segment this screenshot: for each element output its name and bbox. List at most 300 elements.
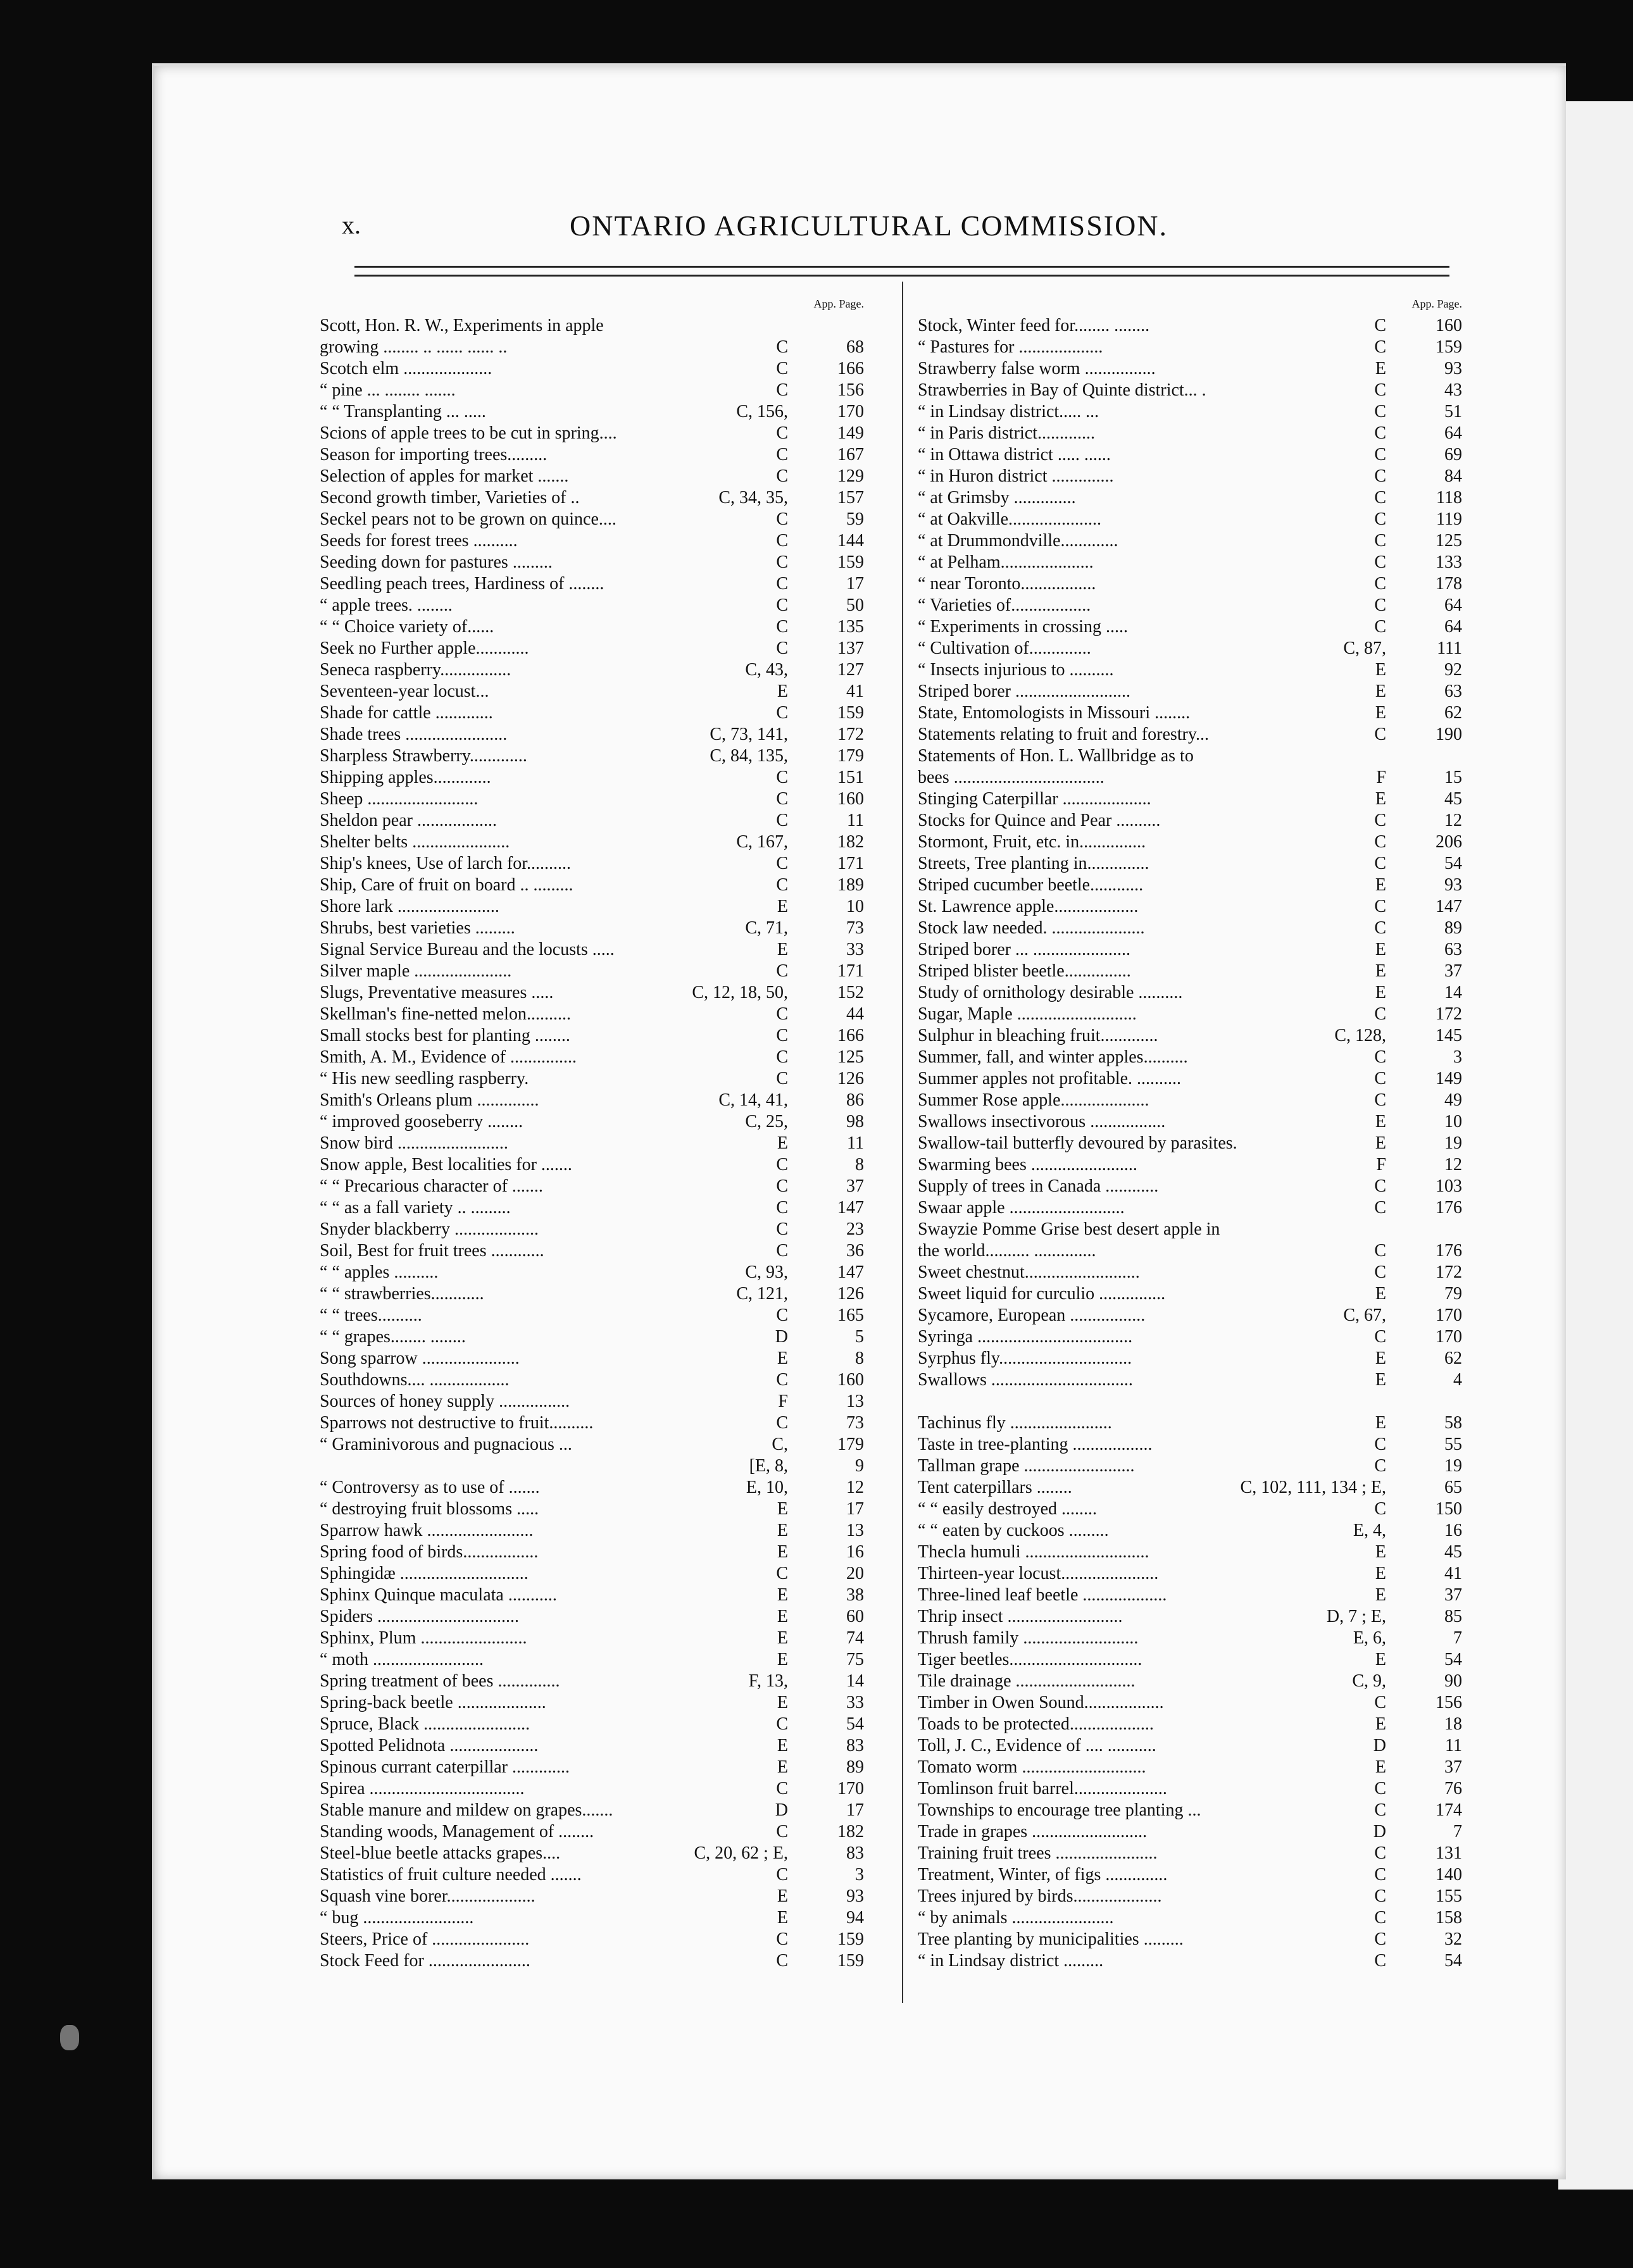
entry-appendix: E — [1375, 1370, 1386, 1390]
entry-appendix: D — [1373, 1736, 1386, 1755]
entry-page: 37 — [1444, 961, 1462, 981]
entry-appendix: C — [1374, 445, 1386, 464]
page-folio: x. — [342, 211, 361, 239]
entry-text: Spotted Pelidnota .................... — [320, 1736, 539, 1755]
entry-text: “ Varieties of.................. — [918, 595, 1091, 615]
entry-text: “ in Huron district .............. — [918, 466, 1114, 486]
index-entry — [918, 1262, 1462, 1283]
index-entry — [320, 315, 864, 337]
entry-appendix: C — [776, 337, 788, 357]
index-entry — [320, 1950, 864, 1972]
index-entry — [918, 1477, 1462, 1498]
entry-text: Thrip insect .......................... — [918, 1607, 1123, 1626]
entry-page: 137 — [837, 639, 864, 658]
entry-appendix: C, — [772, 1435, 788, 1454]
entry-page: 33 — [846, 940, 864, 959]
index-entry — [918, 466, 1462, 487]
entry-text: Season for importing trees......... — [320, 445, 547, 464]
index-entry — [918, 1369, 1462, 1391]
entry-text: Ship, Care of fruit on board .. ......... — [320, 875, 573, 895]
entry-page: 126 — [837, 1069, 864, 1088]
index-entry — [918, 1563, 1462, 1585]
entry-text: “ in Ottawa district ..... ...... — [918, 445, 1111, 464]
entry-page: 165 — [837, 1305, 864, 1325]
entry-appendix: E — [1375, 682, 1386, 701]
entry-appendix: C — [1374, 854, 1386, 873]
index-entry — [320, 358, 864, 380]
entry-page: 63 — [1444, 940, 1462, 959]
entry-text: Syrphus fly.............................. — [918, 1349, 1132, 1368]
entry-appendix: C — [776, 1219, 788, 1239]
index-entry — [320, 1821, 864, 1843]
entry-appendix: D, 7 ; E, — [1326, 1607, 1386, 1626]
index-entry — [320, 1843, 864, 1864]
running-title: ONTARIO AGRICULTURAL COMMISSION. — [570, 209, 1168, 242]
index-entry — [918, 380, 1462, 401]
column-header — [918, 297, 1462, 315]
entry-text: Squash vine borer.................... — [320, 1886, 535, 1906]
index-entry — [320, 681, 864, 702]
entry-text: Trade in grapes .......................... — [918, 1822, 1148, 1841]
entry-page: 58 — [1444, 1413, 1462, 1433]
index-entry — [320, 1111, 864, 1133]
entry-text: Stinging Caterpillar .................... — [918, 789, 1151, 809]
entry-page: 59 — [846, 509, 864, 529]
entry-text: Snyder blackberry ................... — [320, 1219, 539, 1239]
entry-page: 51 — [1444, 402, 1462, 421]
index-entry — [918, 875, 1462, 896]
entry-page: 159 — [837, 552, 864, 572]
index-entry — [320, 875, 864, 896]
entry-text: State, Entomologists in Missouri ........ — [918, 703, 1191, 723]
entry-page: 62 — [1444, 703, 1462, 723]
entry-appendix: C — [1374, 897, 1386, 916]
entry-text: “ Cultivation of.............. — [918, 639, 1091, 658]
running-head — [342, 190, 1329, 247]
entry-text: Thrush family .......................... — [918, 1628, 1139, 1648]
index-entry — [918, 595, 1462, 616]
entry-page: 94 — [846, 1908, 864, 1928]
entry-appendix: C — [1374, 488, 1386, 508]
entry-text: Statements relating to fruit and forestry... — [918, 725, 1210, 744]
entry-page: 182 — [837, 1822, 864, 1841]
entry-page: 178 — [1436, 574, 1462, 594]
entry-text: Striped borer ... ...................... — [918, 940, 1130, 959]
entry-text: “ Pastures for ................... — [918, 337, 1103, 357]
entry-appendix: C — [776, 1413, 788, 1433]
entry-page: 54 — [1444, 1650, 1462, 1669]
entry-appendix: E — [1375, 703, 1386, 723]
index-entry — [320, 1025, 864, 1047]
entry-page: 172 — [1436, 1262, 1462, 1282]
index-entry — [320, 401, 864, 423]
index-entry — [320, 444, 864, 466]
entry-appendix: C — [776, 617, 788, 637]
index-entry — [918, 1585, 1462, 1606]
entry-page: 9 — [855, 1456, 864, 1476]
index-entry — [918, 982, 1462, 1004]
entry-text: growing ........ .. ...... ...... .. — [320, 337, 508, 357]
entry-text: “ in Lindsay district ......... — [918, 1951, 1104, 1971]
index-column-right — [918, 297, 1462, 2019]
entry-page: 140 — [1436, 1865, 1462, 1885]
entry-text: “ “ as a fall variety .. ......... — [320, 1198, 511, 1218]
index-entry — [320, 1068, 864, 1090]
entry-appendix: C — [1374, 466, 1386, 486]
index-entry — [320, 1154, 864, 1176]
header-rule-bottom — [354, 275, 1449, 277]
entry-page: 64 — [1444, 617, 1462, 637]
entry-appendix: C, 128, — [1334, 1026, 1386, 1045]
entry-page: 125 — [1436, 531, 1462, 551]
entry-appendix: C — [776, 466, 788, 486]
index-entry — [320, 982, 864, 1004]
entry-text: bees .................................. — [918, 768, 1104, 787]
entry-text: Seedling peach trees, Hardiness of ........ — [320, 574, 604, 594]
entry-text: Taste in tree-planting .................. — [918, 1435, 1153, 1454]
entry-page: 131 — [1436, 1843, 1462, 1863]
index-entry — [320, 552, 864, 573]
index-entry — [320, 788, 864, 810]
entry-text: Thirteen-year locust...................... — [918, 1564, 1159, 1583]
entry-page: 68 — [846, 337, 864, 357]
entry-page: 44 — [846, 1004, 864, 1024]
entry-appendix: E, 6, — [1353, 1628, 1386, 1648]
index-entry — [320, 1219, 864, 1240]
index-entry — [918, 1434, 1462, 1455]
entry-page: 145 — [1436, 1026, 1462, 1045]
entry-text: “ “ apples .......... — [320, 1262, 439, 1282]
entry-page: 160 — [837, 789, 864, 809]
index-entry — [918, 1649, 1462, 1671]
entry-text: Spring treatment of bees .............. — [320, 1671, 560, 1691]
entry-page: 12 — [1444, 1155, 1462, 1174]
index-entry — [320, 832, 864, 853]
entry-appendix: C — [776, 875, 788, 895]
entry-text: “ in Paris district............. — [918, 423, 1095, 443]
entry-appendix: [E, 8, — [749, 1456, 788, 1476]
entry-appendix: C — [776, 531, 788, 551]
entry-appendix: E — [777, 1585, 788, 1605]
entry-text: Swallow-tail butterfly devoured by parasites. — [918, 1133, 1237, 1153]
index-entry — [918, 530, 1462, 552]
index-entry — [320, 1176, 864, 1197]
entry-appendix: E — [1375, 1542, 1386, 1562]
index-entry — [918, 552, 1462, 573]
entry-page: 43 — [1444, 380, 1462, 400]
entry-text: “ Experiments in crossing ..... — [918, 617, 1129, 637]
entry-text: Stocks for Quince and Pear .......... — [918, 811, 1161, 830]
index-entry — [918, 918, 1462, 939]
index-entry — [918, 724, 1462, 745]
entry-text: “ in Lindsay district..... ... — [918, 402, 1099, 421]
entry-text: Strawberry false worm ................ — [918, 359, 1156, 378]
entry-text: Toads to be protected................... — [918, 1714, 1154, 1734]
index-entry — [320, 724, 864, 745]
index-entry — [918, 638, 1462, 659]
entry-appendix: E — [1375, 983, 1386, 1002]
entry-appendix: C — [1374, 531, 1386, 551]
index-entry — [320, 573, 864, 595]
entry-text: Striped borer .......................... — [918, 682, 1130, 701]
entry-appendix: C — [776, 961, 788, 981]
index-entry — [320, 1628, 864, 1649]
index-entry — [918, 1090, 1462, 1111]
entry-page: 11 — [847, 811, 864, 830]
index-entry — [918, 444, 1462, 466]
index-entry — [918, 1004, 1462, 1025]
entry-text: Training fruit trees ....................... — [918, 1843, 1158, 1863]
entry-text: “ Controversy as to use of ....... — [320, 1478, 540, 1497]
index-entry — [918, 767, 1462, 788]
entry-text: Snow bird ......................... — [320, 1133, 508, 1153]
entry-text: Swaar apple .......................... — [918, 1198, 1125, 1218]
entry-text: Statistics of fruit culture needed ....... — [320, 1865, 582, 1885]
entry-appendix: E — [1375, 1585, 1386, 1605]
index-entry — [320, 595, 864, 616]
entry-appendix: C — [1374, 337, 1386, 357]
entry-text: Sphinx, Plum ........................ — [320, 1628, 527, 1648]
entry-text: Tachinus fly ....................... — [918, 1413, 1112, 1433]
entry-page: 133 — [1436, 552, 1462, 572]
entry-appendix: C — [1374, 1327, 1386, 1347]
entry-page: 86 — [846, 1090, 864, 1110]
entry-appendix: C, 12, 18, 50, — [692, 983, 788, 1002]
entry-page: 55 — [1444, 1435, 1462, 1454]
index-entry — [320, 1283, 864, 1305]
entry-page: 45 — [1444, 789, 1462, 809]
index-entry — [918, 616, 1462, 638]
entry-text: Shelter belts ...................... — [320, 832, 510, 852]
entry-appendix: D — [1373, 1822, 1386, 1841]
entry-page: 172 — [837, 725, 864, 744]
index-entry — [320, 1047, 864, 1068]
entry-appendix: E — [777, 1908, 788, 1928]
entry-page: 147 — [837, 1198, 864, 1218]
index-entry — [918, 961, 1462, 982]
index-entry — [320, 810, 864, 832]
index-entry — [320, 1757, 864, 1778]
index-entry — [918, 1778, 1462, 1800]
index-entry — [918, 1886, 1462, 1907]
entry-appendix: F — [778, 1392, 788, 1411]
entry-text: Smith's Orleans plum .............. — [320, 1090, 539, 1110]
entry-page: 54 — [1444, 854, 1462, 873]
entry-page: 41 — [846, 682, 864, 701]
index-entry — [320, 380, 864, 401]
entry-text: Stormont, Fruit, etc. in............... — [918, 832, 1146, 852]
entry-page: 64 — [1444, 423, 1462, 443]
entry-page: 174 — [1436, 1800, 1462, 1820]
entry-appendix: C — [1374, 1693, 1386, 1712]
index-entry — [918, 659, 1462, 681]
entry-page: 54 — [1444, 1951, 1462, 1971]
entry-page: 23 — [846, 1219, 864, 1239]
next-page-edge — [1558, 101, 1633, 2190]
scan-speck — [60, 2025, 79, 2050]
entry-text: Tiger beetles.............................. — [918, 1650, 1142, 1669]
entry-appendix: E — [1375, 1564, 1386, 1583]
entry-text: “ “ eaten by cuckoos ......... — [918, 1521, 1109, 1540]
entry-appendix: E — [1375, 1133, 1386, 1153]
index-entry — [320, 1606, 864, 1628]
entry-appendix: C — [776, 1779, 788, 1798]
index-entry — [918, 939, 1462, 961]
entry-page: 14 — [1444, 983, 1462, 1002]
index-column-left — [320, 297, 864, 2019]
entry-text: “ “ trees.......... — [320, 1305, 422, 1325]
entry-text: St. Lawrence apple................... — [918, 897, 1139, 916]
entry-page: 171 — [837, 961, 864, 981]
entry-page: 156 — [1436, 1693, 1462, 1712]
entry-page: 155 — [1436, 1886, 1462, 1906]
entry-page: 37 — [846, 1176, 864, 1196]
index-entry — [320, 1262, 864, 1283]
entry-page: 170 — [1436, 1327, 1462, 1347]
entry-appendix: C — [776, 639, 788, 658]
index-entry — [918, 1455, 1462, 1477]
entry-appendix: C — [776, 854, 788, 873]
entry-page: 84 — [1444, 466, 1462, 486]
entry-appendix: C — [1374, 1499, 1386, 1519]
entry-text: Selection of apples for market ....... — [320, 466, 569, 486]
index-entry — [918, 745, 1462, 767]
index-entry — [918, 1025, 1462, 1047]
entry-appendix: E — [1375, 1650, 1386, 1669]
entry-page: 147 — [837, 1262, 864, 1282]
entry-text: Skellman's fine-netted melon.......... — [320, 1004, 571, 1024]
entry-appendix: C, 67, — [1343, 1305, 1386, 1325]
entry-text: Sugar, Maple ........................... — [918, 1004, 1137, 1024]
entry-appendix: C — [776, 1929, 788, 1949]
entry-page: 135 — [837, 617, 864, 637]
index-entry — [918, 1391, 1462, 1412]
entry-page: 63 — [1444, 682, 1462, 701]
entry-page: 41 — [1444, 1564, 1462, 1583]
index-entry — [320, 487, 864, 509]
index-entry — [918, 896, 1462, 918]
entry-page: 118 — [1436, 488, 1462, 508]
entry-page: 171 — [837, 854, 864, 873]
index-entry — [320, 1477, 864, 1498]
entry-page: 73 — [846, 1413, 864, 1433]
entry-appendix: C — [1374, 1262, 1386, 1282]
entry-appendix: C — [1374, 1069, 1386, 1088]
entry-page: 159 — [837, 1929, 864, 1949]
entry-text: Swayzie Pomme Grise best desert apple in — [918, 1219, 1220, 1239]
entry-text: Seeding down for pastures ......... — [320, 552, 553, 572]
entry-page: 159 — [837, 703, 864, 723]
entry-text: “ “ Choice variety of...... — [320, 617, 494, 637]
entry-page: 16 — [846, 1542, 864, 1562]
entry-page: 149 — [837, 423, 864, 443]
entry-page: 33 — [846, 1693, 864, 1712]
entry-text: Shrubs, best varieties ......... — [320, 918, 515, 938]
index-entry — [320, 939, 864, 961]
entry-text: “ “ Transplanting ... ..... — [320, 402, 486, 421]
index-entry — [320, 509, 864, 530]
entry-appendix: E — [1375, 359, 1386, 378]
entry-appendix: C, 71, — [745, 918, 788, 938]
entry-text: Seeds for forest trees .......... — [320, 531, 518, 551]
entry-appendix: C, 87, — [1343, 639, 1386, 658]
index-entry — [320, 423, 864, 444]
entry-page: 36 — [846, 1241, 864, 1261]
entry-text: Scott, Hon. R. W., Experiments in apple — [320, 316, 604, 335]
entry-text: Thecla humuli ............................ — [918, 1542, 1149, 1562]
entry-page: 11 — [1445, 1736, 1462, 1755]
entry-text: “ at Drummondville............. — [918, 531, 1118, 551]
entry-appendix: C — [776, 1155, 788, 1174]
entry-appendix: C, 73, 141, — [710, 725, 788, 744]
entry-appendix: E — [777, 682, 788, 701]
entry-text: “ near Toronto................. — [918, 574, 1096, 594]
entry-appendix: E — [777, 1736, 788, 1755]
entry-appendix: C — [1374, 1241, 1386, 1261]
entry-appendix: C — [776, 1865, 788, 1885]
entry-page: 37 — [1444, 1757, 1462, 1777]
index-entry — [918, 1821, 1462, 1843]
entry-text: Sulphur in bleaching fruit............. — [918, 1026, 1158, 1045]
entry-page: 12 — [846, 1478, 864, 1497]
index-entry — [320, 466, 864, 487]
entry-appendix: C — [1374, 1843, 1386, 1863]
entry-page: 11 — [847, 1133, 864, 1153]
entry-appendix: C — [1374, 552, 1386, 572]
index-entry — [320, 616, 864, 638]
entry-appendix: C — [1374, 1951, 1386, 1971]
index-entry — [918, 702, 1462, 724]
entry-appendix: C — [1374, 1865, 1386, 1885]
entry-page: 4 — [1453, 1370, 1462, 1390]
index-entry — [918, 1520, 1462, 1542]
entry-page: 10 — [1444, 1112, 1462, 1131]
index-entry — [918, 401, 1462, 423]
entry-page: 17 — [846, 1499, 864, 1519]
entry-page: 20 — [846, 1564, 864, 1583]
index-entry — [320, 1929, 864, 1950]
entry-text: Seckel pears not to be grown on quince.... — [320, 509, 616, 529]
entry-appendix: C — [1374, 380, 1386, 400]
entry-page: 206 — [1436, 832, 1462, 852]
entry-appendix: C, 20, 62 ; E, — [694, 1843, 788, 1863]
entry-page: 127 — [837, 660, 864, 680]
index-entry — [320, 1004, 864, 1025]
entry-text: Scotch elm .................... — [320, 359, 492, 378]
entry-appendix: C, 93, — [745, 1262, 788, 1282]
entry-text: Spring-back beetle .................... — [320, 1693, 546, 1712]
index-entry — [918, 1714, 1462, 1735]
entry-page: 144 — [837, 531, 864, 551]
entry-appendix: E — [777, 1499, 788, 1519]
entry-page: 93 — [1444, 359, 1462, 378]
index-entry — [918, 681, 1462, 702]
index-entry — [320, 1305, 864, 1326]
entry-appendix: C, 43, — [745, 660, 788, 680]
entry-text: Summer apples not profitable. .......... — [918, 1069, 1182, 1088]
index-entry — [918, 1154, 1462, 1176]
entry-page: 160 — [1436, 316, 1462, 335]
entry-appendix: C — [1374, 1929, 1386, 1949]
entry-text: Tomato worm ............................ — [918, 1757, 1146, 1777]
index-entry — [918, 1843, 1462, 1864]
entry-page: 7 — [1453, 1822, 1462, 1841]
entry-appendix: E — [777, 1542, 788, 1562]
entry-text: Swarming bees ........................ — [918, 1155, 1137, 1174]
entry-page: 17 — [846, 574, 864, 594]
index-entry — [918, 1197, 1462, 1219]
entry-page: 19 — [1444, 1456, 1462, 1476]
